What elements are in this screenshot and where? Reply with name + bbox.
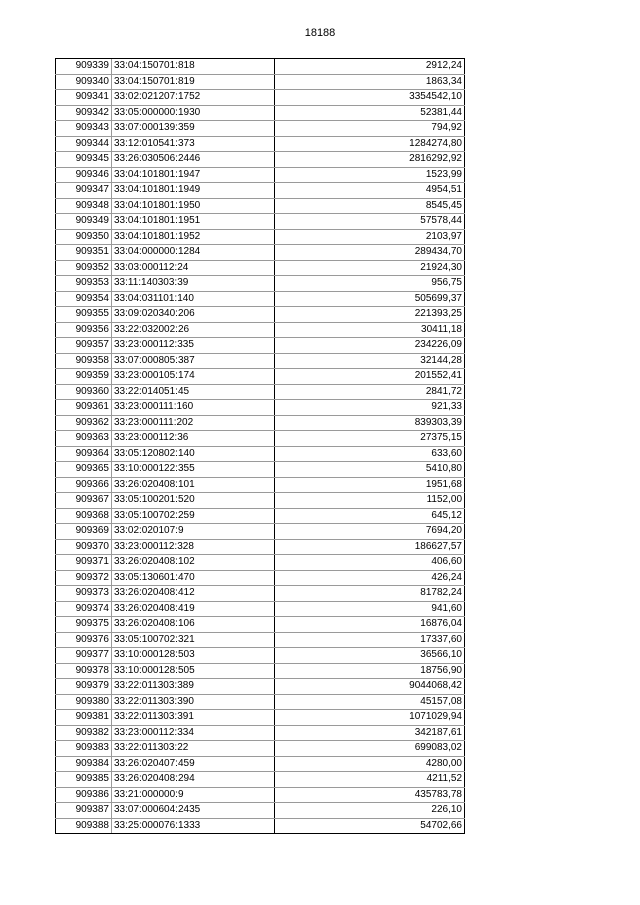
table-row: [56, 214, 465, 230]
cadastral-number-cell: 33:26:020408:419: [112, 601, 275, 617]
cadastral-number-cell: 33:22:011303:391: [112, 710, 275, 726]
value-cell: 1071029,94: [275, 710, 465, 726]
cadastral-number-cell: 33:05:100702:259: [112, 508, 275, 524]
value-cell: 699083,02: [275, 741, 465, 757]
row-number-cell: 909376: [56, 632, 112, 648]
value-cell: 2841,72: [275, 384, 465, 400]
row-number-cell: 909386: [56, 787, 112, 803]
row-number-cell: 909362: [56, 415, 112, 431]
value-cell: 941,60: [275, 601, 465, 617]
cadastral-number-cell: 33:26:020408:102: [112, 555, 275, 571]
table-row: [56, 74, 465, 90]
table-row: [56, 803, 465, 819]
row-number-cell: 909375: [56, 617, 112, 633]
cadastral-number-cell: 33:26:020407:459: [112, 756, 275, 772]
registry-table: [55, 58, 465, 834]
row-number-cell: 909348: [56, 198, 112, 214]
cadastral-number-cell: 33:07:000805:387: [112, 353, 275, 369]
table-row: [56, 694, 465, 710]
value-cell: 342187,61: [275, 725, 465, 741]
table-row: [56, 663, 465, 679]
row-number-cell: 909372: [56, 570, 112, 586]
cadastral-number-cell: 33:04:000000:1284: [112, 245, 275, 261]
cadastral-number-cell: 33:05:000000:1930: [112, 105, 275, 121]
cadastral-number-cell: 33:22:032002:26: [112, 322, 275, 338]
table-row: [56, 508, 465, 524]
row-number-cell: 909346: [56, 167, 112, 183]
row-number-cell: 909368: [56, 508, 112, 524]
row-number-cell: 909361: [56, 400, 112, 416]
row-number-cell: 909343: [56, 121, 112, 137]
value-cell: 17337,60: [275, 632, 465, 648]
table-row: [56, 276, 465, 292]
value-cell: 289434,70: [275, 245, 465, 261]
cadastral-number-cell: 33:04:101801:1950: [112, 198, 275, 214]
table-row: [56, 152, 465, 168]
row-number-cell: 909355: [56, 307, 112, 323]
cadastral-number-cell: 33:26:020408:101: [112, 477, 275, 493]
row-number-cell: 909378: [56, 663, 112, 679]
cadastral-number-cell: 33:07:000604:2435: [112, 803, 275, 819]
table-row: [56, 648, 465, 664]
cadastral-number-cell: 33:11:140303:39: [112, 276, 275, 292]
row-number-cell: 909365: [56, 462, 112, 478]
table-row: [56, 322, 465, 338]
row-number-cell: 909388: [56, 818, 112, 834]
row-number-cell: 909353: [56, 276, 112, 292]
cadastral-number-cell: 33:05:100201:520: [112, 493, 275, 509]
row-number-cell: 909371: [56, 555, 112, 571]
table-row: [56, 400, 465, 416]
table-row: [56, 725, 465, 741]
cadastral-number-cell: 33:26:030506:2446: [112, 152, 275, 168]
value-cell: 5410,80: [275, 462, 465, 478]
cadastral-number-cell: 33:26:020408:294: [112, 772, 275, 788]
row-number-cell: 909369: [56, 524, 112, 540]
cadastral-number-cell: 33:26:020408:412: [112, 586, 275, 602]
value-cell: 435783,78: [275, 787, 465, 803]
table-row: [56, 105, 465, 121]
value-cell: 32144,28: [275, 353, 465, 369]
row-number-cell: 909349: [56, 214, 112, 230]
cadastral-number-cell: 33:25:000076:1333: [112, 818, 275, 834]
table-row: [56, 570, 465, 586]
row-number-cell: 909380: [56, 694, 112, 710]
value-cell: 633,60: [275, 446, 465, 462]
page-number: 18188: [304, 27, 336, 39]
value-cell: 221393,25: [275, 307, 465, 323]
cadastral-number-cell: 33:09:020340:206: [112, 307, 275, 323]
table-row: [56, 353, 465, 369]
cadastral-number-cell: 33:02:021207:1752: [112, 90, 275, 106]
table-row: [56, 477, 465, 493]
value-cell: 839303,39: [275, 415, 465, 431]
value-cell: 81782,24: [275, 586, 465, 602]
table-row: [56, 617, 465, 633]
row-number-cell: 909387: [56, 803, 112, 819]
row-number-cell: 909360: [56, 384, 112, 400]
value-cell: 201552,41: [275, 369, 465, 385]
table-row: [56, 601, 465, 617]
row-number-cell: 909373: [56, 586, 112, 602]
table-row: [56, 415, 465, 431]
table-row: [56, 307, 465, 323]
table-row: [56, 291, 465, 307]
row-number-cell: 909379: [56, 679, 112, 695]
value-cell: 30411,18: [275, 322, 465, 338]
cadastral-number-cell: 33:05:100702:321: [112, 632, 275, 648]
row-number-cell: 909357: [56, 338, 112, 354]
row-number-cell: 909384: [56, 756, 112, 772]
value-cell: 406,60: [275, 555, 465, 571]
value-cell: 9044068,42: [275, 679, 465, 695]
row-number-cell: 909383: [56, 741, 112, 757]
value-cell: 2103,97: [275, 229, 465, 245]
table-row: [56, 229, 465, 245]
cadastral-number-cell: 33:23:000111:202: [112, 415, 275, 431]
table-row: [56, 260, 465, 276]
cadastral-number-cell: 33:21:000000:9: [112, 787, 275, 803]
value-cell: 1152,00: [275, 493, 465, 509]
value-cell: 8545,45: [275, 198, 465, 214]
table-row: [56, 90, 465, 106]
table-row: [56, 818, 465, 834]
cadastral-number-cell: 33:12:010541:373: [112, 136, 275, 152]
cadastral-number-cell: 33:04:031101:140: [112, 291, 275, 307]
row-number-cell: 909381: [56, 710, 112, 726]
table-row: [56, 431, 465, 447]
cadastral-number-cell: 33:26:020408:106: [112, 617, 275, 633]
table-row: [56, 338, 465, 354]
cadastral-number-cell: 33:07:000139:359: [112, 121, 275, 137]
value-cell: 36566,10: [275, 648, 465, 664]
cadastral-number-cell: 33:22:011303:22: [112, 741, 275, 757]
table-row: [56, 59, 465, 75]
cadastral-number-cell: 33:04:150701:818: [112, 59, 275, 75]
table-row: [56, 787, 465, 803]
value-cell: 27375,15: [275, 431, 465, 447]
value-cell: 52381,44: [275, 105, 465, 121]
table-row: [56, 493, 465, 509]
row-number-cell: 909342: [56, 105, 112, 121]
table-row: [56, 183, 465, 199]
row-number-cell: 909354: [56, 291, 112, 307]
cadastral-number-cell: 33:23:000112:335: [112, 338, 275, 354]
cadastral-number-cell: 33:10:000128:505: [112, 663, 275, 679]
value-cell: 794,92: [275, 121, 465, 137]
value-cell: 2816292,92: [275, 152, 465, 168]
row-number-cell: 909340: [56, 74, 112, 90]
row-number-cell: 909382: [56, 725, 112, 741]
table-row: [56, 586, 465, 602]
table-row: [56, 446, 465, 462]
value-cell: 505699,37: [275, 291, 465, 307]
value-cell: 4954,51: [275, 183, 465, 199]
row-number-cell: 909366: [56, 477, 112, 493]
cadastral-number-cell: 33:23:000111:160: [112, 400, 275, 416]
table-row: [56, 121, 465, 137]
row-number-cell: 909356: [56, 322, 112, 338]
value-cell: 4280,00: [275, 756, 465, 772]
table-row: [56, 555, 465, 571]
value-cell: 645,12: [275, 508, 465, 524]
cadastral-number-cell: 33:22:011303:389: [112, 679, 275, 695]
value-cell: 226,10: [275, 803, 465, 819]
value-cell: 956,75: [275, 276, 465, 292]
table-row: [56, 632, 465, 648]
value-cell: 45157,08: [275, 694, 465, 710]
table-row: [56, 245, 465, 261]
table-row: [56, 710, 465, 726]
row-number-cell: 909377: [56, 648, 112, 664]
value-cell: 16876,04: [275, 617, 465, 633]
table-row: [56, 741, 465, 757]
value-cell: 1951,68: [275, 477, 465, 493]
cadastral-number-cell: 33:05:130601:470: [112, 570, 275, 586]
cadastral-number-cell: 33:04:101801:1952: [112, 229, 275, 245]
value-cell: 21924,30: [275, 260, 465, 276]
cadastral-number-cell: 33:10:000122:355: [112, 462, 275, 478]
row-number-cell: 909345: [56, 152, 112, 168]
table-row: [56, 772, 465, 788]
table-row: [56, 756, 465, 772]
row-number-cell: 909341: [56, 90, 112, 106]
cadastral-number-cell: 33:04:101801:1949: [112, 183, 275, 199]
table-row: [56, 136, 465, 152]
cadastral-number-cell: 33:02:020107:9: [112, 524, 275, 540]
table-row: [56, 369, 465, 385]
value-cell: 57578,44: [275, 214, 465, 230]
row-number-cell: 909344: [56, 136, 112, 152]
row-number-cell: 909347: [56, 183, 112, 199]
row-number-cell: 909351: [56, 245, 112, 261]
row-number-cell: 909364: [56, 446, 112, 462]
row-number-cell: 909385: [56, 772, 112, 788]
table-row: [56, 462, 465, 478]
value-cell: 4211,52: [275, 772, 465, 788]
value-cell: 18756,90: [275, 663, 465, 679]
row-number-cell: 909352: [56, 260, 112, 276]
value-cell: 234226,09: [275, 338, 465, 354]
cadastral-number-cell: 33:23:000112:328: [112, 539, 275, 555]
table-row: [56, 384, 465, 400]
cadastral-number-cell: 33:23:000112:36: [112, 431, 275, 447]
value-cell: 1284274,80: [275, 136, 465, 152]
row-number-cell: 909370: [56, 539, 112, 555]
value-cell: 921,33: [275, 400, 465, 416]
table-row: [56, 524, 465, 540]
row-number-cell: 909350: [56, 229, 112, 245]
cadastral-number-cell: 33:05:120802:140: [112, 446, 275, 462]
table-row: [56, 679, 465, 695]
cadastral-number-cell: 33:03:000112:24: [112, 260, 275, 276]
cadastral-number-cell: 33:23:000112:334: [112, 725, 275, 741]
row-number-cell: 909367: [56, 493, 112, 509]
cadastral-number-cell: 33:23:000105:174: [112, 369, 275, 385]
value-cell: 1863,34: [275, 74, 465, 90]
cadastral-number-cell: 33:04:101801:1947: [112, 167, 275, 183]
cadastral-number-cell: 33:10:000128:503: [112, 648, 275, 664]
value-cell: 426,24: [275, 570, 465, 586]
cadastral-number-cell: 33:22:014051:45: [112, 384, 275, 400]
row-number-cell: 909363: [56, 431, 112, 447]
row-number-cell: 909358: [56, 353, 112, 369]
row-number-cell: 909339: [56, 59, 112, 75]
table-row: [56, 198, 465, 214]
cadastral-number-cell: 33:22:011303:390: [112, 694, 275, 710]
value-cell: 7694,20: [275, 524, 465, 540]
cadastral-number-cell: 33:04:101801:1951: [112, 214, 275, 230]
cadastral-number-cell: 33:04:150701:819: [112, 74, 275, 90]
registry-table-body: [56, 59, 465, 834]
table-row: [56, 539, 465, 555]
value-cell: 3354542,10: [275, 90, 465, 106]
table-row: [56, 167, 465, 183]
row-number-cell: 909359: [56, 369, 112, 385]
value-cell: 54702,66: [275, 818, 465, 834]
value-cell: 2912,24: [275, 59, 465, 75]
value-cell: 1523,99: [275, 167, 465, 183]
row-number-cell: 909374: [56, 601, 112, 617]
value-cell: 186627,57: [275, 539, 465, 555]
